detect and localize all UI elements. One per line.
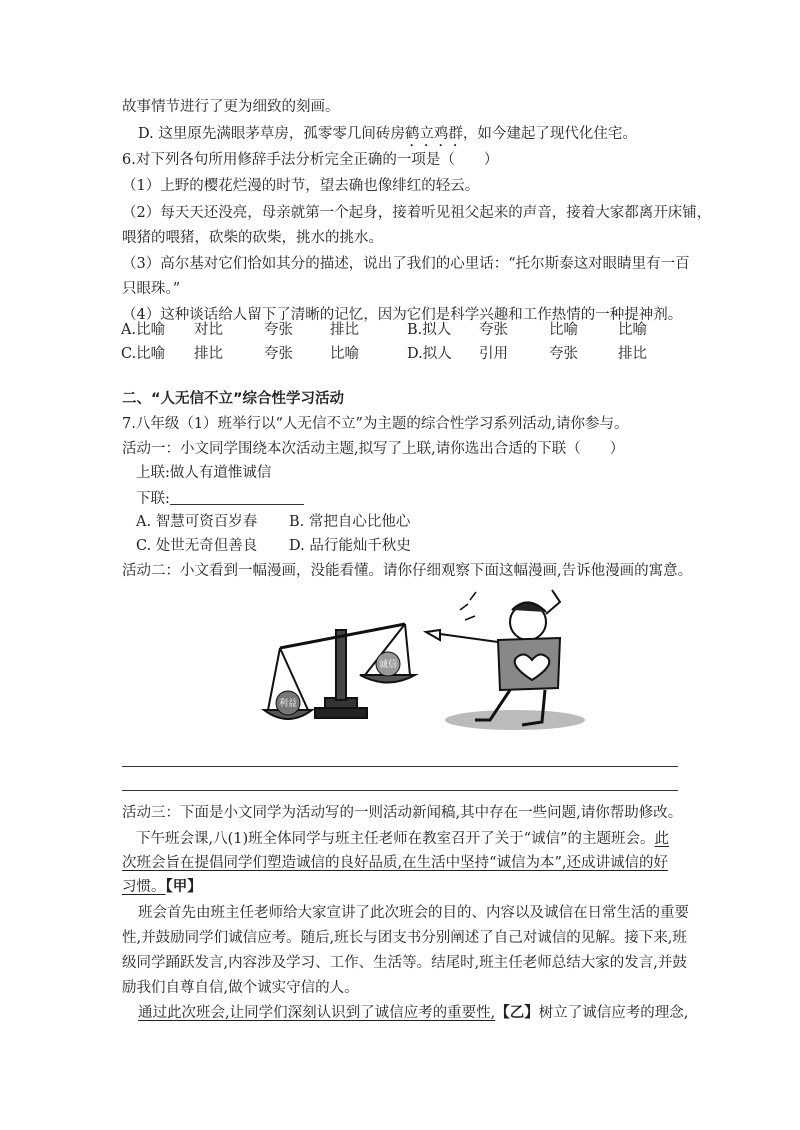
left-pan-label: 利益 — [278, 699, 298, 709]
q6-sentence-3: （3）高尔基对它们恰如其分的描述，说出了我们的心里话：“托尔斯泰这对眼睛里有一百 — [122, 256, 690, 272]
q6-option-d-3: 夸张 — [549, 346, 578, 362]
q6-option-b-2: 夸张 — [479, 322, 508, 338]
news-p1-underlined-start: 此 — [654, 831, 669, 847]
mark-jia: 【甲】 — [165, 878, 202, 895]
q6-sentence-3-cont: 只眼珠。” — [122, 281, 181, 297]
q5-d-dotted-word: 鹤立鸡群 — [404, 126, 463, 142]
q6-sentence-1: （1）上野的樱花烂漫的时节，望去确也像绯红的轻云。 — [122, 178, 480, 194]
news-p1-line3 — [122, 877, 202, 897]
activity-1: 活动一：小文同学围绕本次活动主题,拟写了上联,请你选出合适的下联（ ） — [122, 441, 625, 457]
q6-option-a-3: 夸张 — [264, 322, 293, 338]
q7-stem: 7.八年级（1）班举行以“人无信不立”为主题的综合性学习系列活动,请你参与。 — [122, 416, 629, 432]
activity-2: 活动二：小文看到一幅漫画，没能看懂。请你仔细观察下面这幅漫画,告诉他漫画的寓意。 — [122, 563, 693, 579]
answer-line-1[interactable] — [122, 766, 678, 767]
q6-option-b-4: 比喻 — [618, 322, 647, 338]
q5-option-d — [138, 124, 637, 150]
q7-option-a: A. 智慧可资百岁春 — [136, 514, 258, 530]
q7-option-d: D. 品行能灿千秋史 — [289, 538, 411, 554]
q5-tail: 故事情节进行了更为细致的刻画。 — [122, 99, 340, 115]
news-p1-underlined-end: 习惯。 — [122, 879, 166, 895]
news-p3-underlined: 通过此次班会,让同学们深刻认识到了诚信应考的重要性, — [138, 1005, 496, 1021]
q7-option-b: B. 常把自心比他心 — [289, 514, 411, 530]
q6-option-c-3: 夸张 — [264, 346, 293, 362]
man-figure-icon — [426, 590, 585, 730]
q6-option-b-1: B.拟人 — [407, 322, 452, 338]
couplet-lower — [136, 489, 304, 509]
q6-option-c-2: 排比 — [194, 346, 223, 362]
couplet-lower-label: 下联: — [136, 491, 170, 507]
news-p1-line2: 次班会旨在提倡同学们塑造诚信的良好品质,在生活中坚持“诚信为本”,还成讲诚信的好 — [122, 855, 669, 871]
scale-cartoon-image — [260, 580, 690, 740]
news-p2-line2: 性,并鼓励同学们诚信应考。随后,班长与团支书分别阐述了自己对诚信的见解。接下来,班 — [122, 930, 687, 946]
q6-option-d-2: 引用 — [479, 346, 508, 362]
q6-option-c-1: C.比喻 — [121, 346, 166, 362]
q7-option-c: C. 处世无奇但善良 — [136, 538, 258, 554]
q6-option-c-4: 比喻 — [330, 346, 359, 362]
q6-sentence-2-cont: 喂猪的喂猪，砍柴的砍柴，挑水的挑水。 — [122, 230, 383, 246]
q6-option-d-1: D.拟人 — [407, 346, 452, 362]
q6-option-a-1: A.比喻 — [121, 322, 166, 338]
news-p1-line1 — [136, 829, 669, 849]
news-p3-text: 树立了诚信应考的理念, — [538, 1005, 689, 1021]
news-p2-line4: 励我们自尊自信,做个诚实守信的人。 — [122, 980, 359, 996]
couplet-upper: 上联:做人有道惟诚信 — [136, 465, 272, 481]
q5-d-text-end: ，如今建起了现代化住宅。 — [462, 126, 637, 142]
news-p2-line3: 级同学踊跃发言,内容涉及学习、工作、生活等。结尾时,班主任老师总结大家的发言,并鼓 — [122, 955, 687, 971]
answer-line-2[interactable] — [122, 790, 678, 791]
q6-sentence-4: （4）这种谈话给人留下了清晰的记忆，因为它们是科学兴趣和工作热情的一种提神剂。 — [122, 307, 683, 323]
news-p3-line1 — [138, 1003, 688, 1023]
section-2-title: 二、“人无信不立”综合性学习活动 — [122, 391, 345, 407]
right-pan-label: 诚信 — [378, 660, 398, 670]
answer-blank[interactable] — [170, 490, 304, 505]
q5-d-text: D. 这里原先满眼茅草房，孤零零几间砖房 — [138, 126, 405, 142]
q6-option-a-4: 排比 — [330, 322, 359, 338]
q6-option-b-3: 比喻 — [549, 322, 578, 338]
q6-stem: 6.对下列各句所用修辞手法分析完全正确的一项是（ ） — [122, 152, 499, 168]
q6-sentence-2: （2）每天天还没亮，母亲就第一个起身，接着听见祖父起来的声音，接着大家都离开床铺， — [122, 205, 712, 221]
news-p2-line1: 班会首先由班主任老师给大家宣讲了此次班会的目的、内容以及诚信在日常生活的重要 — [138, 905, 689, 921]
q6-option-a-2: 对比 — [194, 322, 223, 338]
q6-option-d-4: 排比 — [618, 346, 647, 362]
mark-yi: 【乙】 — [495, 1004, 539, 1021]
news-p1-text: 下午班会课,八(1)班全体同学与班主任老师在教室召开了关于“诚信”的主题班会。 — [136, 831, 655, 847]
activity-3: 活动三：下面是小文同学为活动写的一则活动新闻稿,其中存在一些问题,请你帮助修改。 — [122, 805, 683, 821]
